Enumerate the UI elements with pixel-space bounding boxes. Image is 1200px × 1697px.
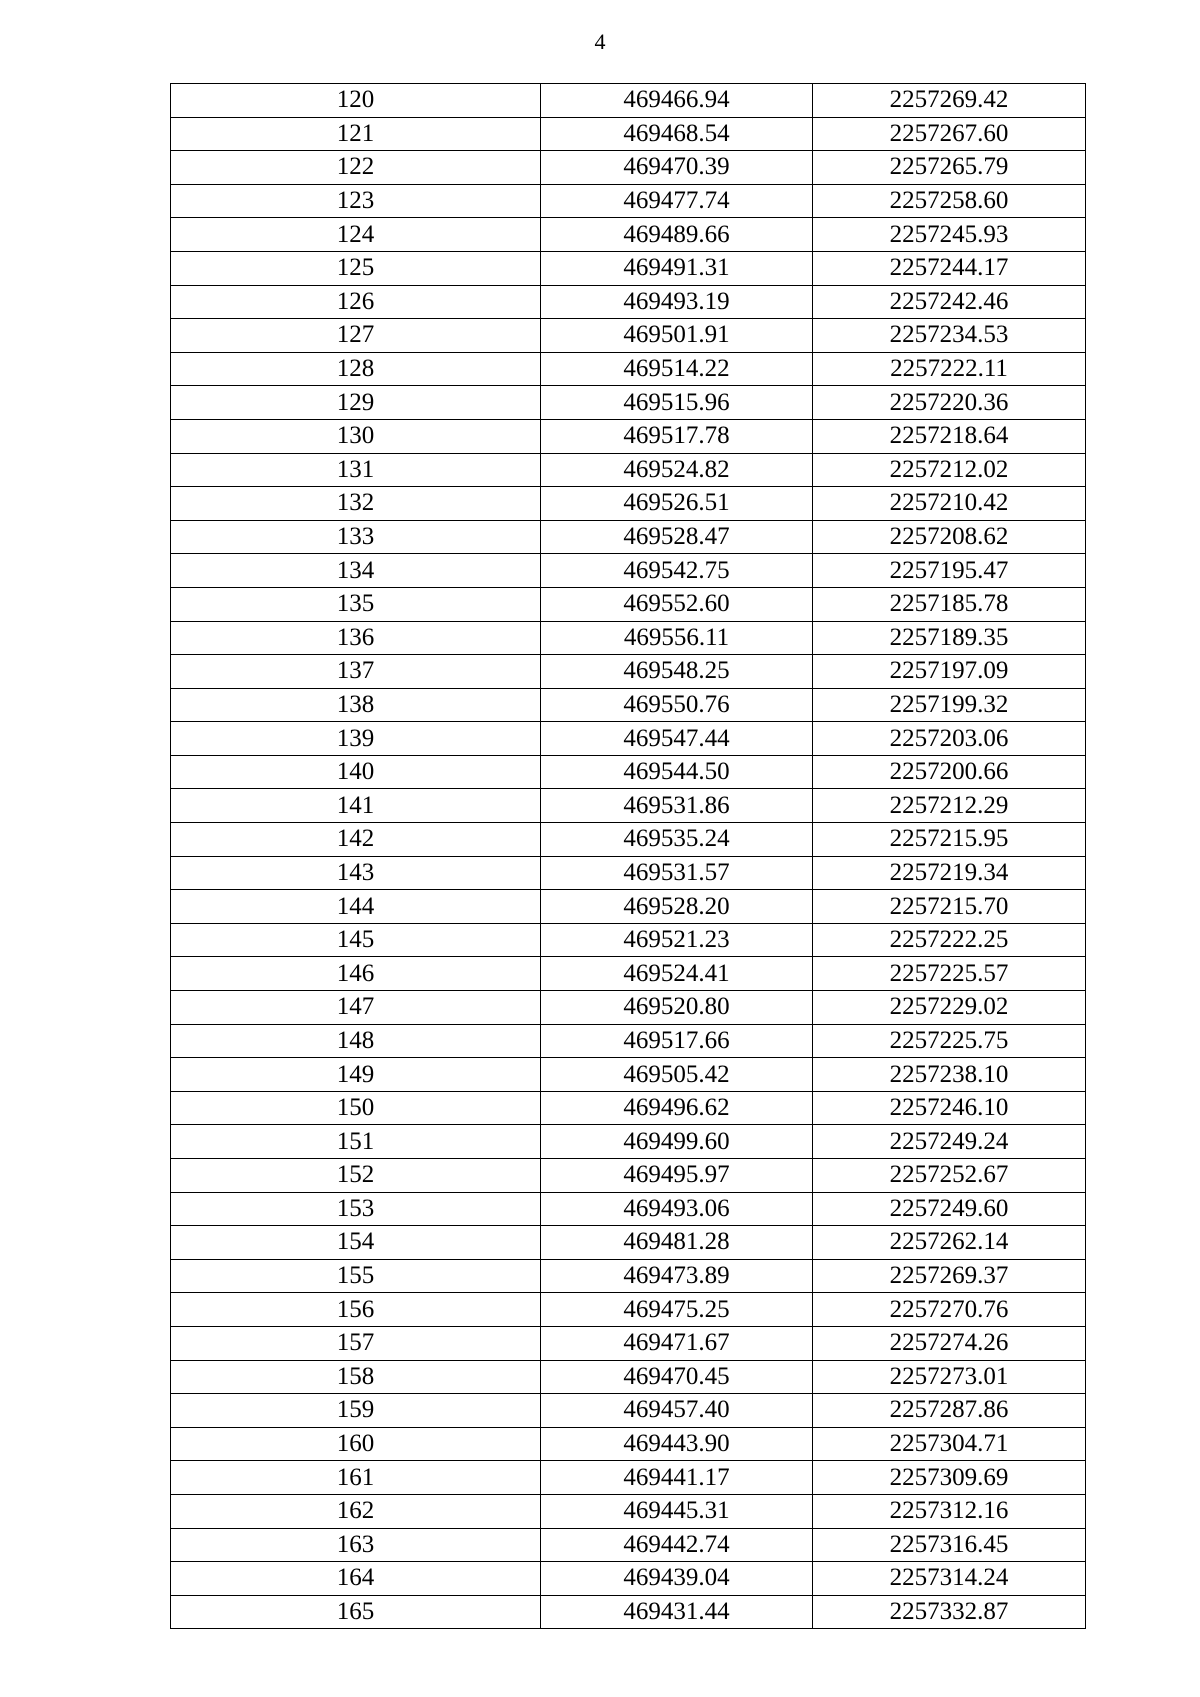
point-number-cell: 155: [171, 1259, 541, 1293]
y-coordinate-cell: 2257270.76: [813, 1293, 1086, 1327]
x-coordinate-cell: 469431.44: [541, 1595, 813, 1629]
x-coordinate-cell: 469457.40: [541, 1394, 813, 1428]
point-number-cell: 158: [171, 1360, 541, 1394]
point-number-cell: 164: [171, 1562, 541, 1596]
x-coordinate-cell: 469526.51: [541, 487, 813, 521]
point-number-cell: 126: [171, 285, 541, 319]
table-row: [171, 957, 1086, 991]
x-coordinate-cell: 469473.89: [541, 1259, 813, 1293]
y-coordinate-cell: 2257222.25: [813, 923, 1086, 957]
point-number-cell: 150: [171, 1091, 541, 1125]
x-coordinate-cell: 469524.82: [541, 453, 813, 487]
table-row: [171, 1326, 1086, 1360]
y-coordinate-cell: 2257222.11: [813, 352, 1086, 386]
table-row: [171, 84, 1086, 118]
point-number-cell: 139: [171, 722, 541, 756]
y-coordinate-cell: 2257269.42: [813, 84, 1086, 118]
point-number-cell: 162: [171, 1494, 541, 1528]
x-coordinate-cell: 469493.19: [541, 285, 813, 319]
point-number-cell: 123: [171, 184, 541, 218]
table-row: [171, 1293, 1086, 1327]
table-row: [171, 1259, 1086, 1293]
coordinates-table-body: [171, 84, 1086, 1629]
y-coordinate-cell: 2257312.16: [813, 1494, 1086, 1528]
point-number-cell: 143: [171, 856, 541, 890]
point-number-cell: 120: [171, 84, 541, 118]
table-row: [171, 1394, 1086, 1428]
y-coordinate-cell: 2257314.24: [813, 1562, 1086, 1596]
point-number-cell: 145: [171, 923, 541, 957]
table-row: [171, 890, 1086, 924]
table-row: [171, 218, 1086, 252]
point-number-cell: 134: [171, 554, 541, 588]
table-row: [171, 655, 1086, 689]
x-coordinate-cell: 469556.11: [541, 621, 813, 655]
point-number-cell: 137: [171, 655, 541, 689]
y-coordinate-cell: 2257189.35: [813, 621, 1086, 655]
point-number-cell: 129: [171, 386, 541, 420]
coordinates-table: [170, 83, 1086, 1629]
point-number-cell: 135: [171, 587, 541, 621]
table-row: [171, 789, 1086, 823]
x-coordinate-cell: 469493.06: [541, 1192, 813, 1226]
x-coordinate-cell: 469466.94: [541, 84, 813, 118]
x-coordinate-cell: 469489.66: [541, 218, 813, 252]
table-row: [171, 587, 1086, 621]
x-coordinate-cell: 469445.31: [541, 1494, 813, 1528]
point-number-cell: 165: [171, 1595, 541, 1629]
point-number-cell: 147: [171, 991, 541, 1025]
x-coordinate-cell: 469552.60: [541, 587, 813, 621]
point-number-cell: 156: [171, 1293, 541, 1327]
point-number-cell: 154: [171, 1226, 541, 1260]
point-number-cell: 152: [171, 1159, 541, 1193]
table-row: [171, 419, 1086, 453]
table-row: [171, 1091, 1086, 1125]
table-row: [171, 755, 1086, 789]
y-coordinate-cell: 2257265.79: [813, 151, 1086, 185]
y-coordinate-cell: 2257252.67: [813, 1159, 1086, 1193]
table-row: [171, 1461, 1086, 1495]
x-coordinate-cell: 469531.86: [541, 789, 813, 823]
table-row: [171, 1494, 1086, 1528]
y-coordinate-cell: 2257316.45: [813, 1528, 1086, 1562]
y-coordinate-cell: 2257238.10: [813, 1058, 1086, 1092]
point-number-cell: 128: [171, 352, 541, 386]
point-number-cell: 125: [171, 251, 541, 285]
point-number-cell: 163: [171, 1528, 541, 1562]
table-row: [171, 1427, 1086, 1461]
x-coordinate-cell: 469470.45: [541, 1360, 813, 1394]
y-coordinate-cell: 2257258.60: [813, 184, 1086, 218]
point-number-cell: 127: [171, 319, 541, 353]
table-row: [171, 1159, 1086, 1193]
y-coordinate-cell: 2257273.01: [813, 1360, 1086, 1394]
x-coordinate-cell: 469550.76: [541, 688, 813, 722]
x-coordinate-cell: 469468.54: [541, 117, 813, 151]
point-number-cell: 138: [171, 688, 541, 722]
point-number-cell: 148: [171, 1024, 541, 1058]
x-coordinate-cell: 469499.60: [541, 1125, 813, 1159]
point-number-cell: 131: [171, 453, 541, 487]
x-coordinate-cell: 469515.96: [541, 386, 813, 420]
table-row: [171, 1226, 1086, 1260]
table-row: [171, 117, 1086, 151]
x-coordinate-cell: 469475.25: [541, 1293, 813, 1327]
y-coordinate-cell: 2257219.34: [813, 856, 1086, 890]
y-coordinate-cell: 2257287.86: [813, 1394, 1086, 1428]
x-coordinate-cell: 469528.20: [541, 890, 813, 924]
x-coordinate-cell: 469501.91: [541, 319, 813, 353]
y-coordinate-cell: 2257185.78: [813, 587, 1086, 621]
point-number-cell: 157: [171, 1326, 541, 1360]
y-coordinate-cell: 2257249.60: [813, 1192, 1086, 1226]
y-coordinate-cell: 2257195.47: [813, 554, 1086, 588]
table-row: [171, 722, 1086, 756]
table-row: [171, 352, 1086, 386]
y-coordinate-cell: 2257229.02: [813, 991, 1086, 1025]
y-coordinate-cell: 2257309.69: [813, 1461, 1086, 1495]
y-coordinate-cell: 2257197.09: [813, 655, 1086, 689]
table-row: [171, 520, 1086, 554]
table-row: [171, 923, 1086, 957]
y-coordinate-cell: 2257200.66: [813, 755, 1086, 789]
table-row: [171, 991, 1086, 1025]
y-coordinate-cell: 2257215.70: [813, 890, 1086, 924]
x-coordinate-cell: 469514.22: [541, 352, 813, 386]
x-coordinate-cell: 469517.66: [541, 1024, 813, 1058]
point-number-cell: 122: [171, 151, 541, 185]
y-coordinate-cell: 2257225.75: [813, 1024, 1086, 1058]
x-coordinate-cell: 469535.24: [541, 823, 813, 857]
table-row: [171, 151, 1086, 185]
x-coordinate-cell: 469439.04: [541, 1562, 813, 1596]
y-coordinate-cell: 2257220.36: [813, 386, 1086, 420]
y-coordinate-cell: 2257274.26: [813, 1326, 1086, 1360]
y-coordinate-cell: 2257212.02: [813, 453, 1086, 487]
y-coordinate-cell: 2257245.93: [813, 218, 1086, 252]
table-row: [171, 823, 1086, 857]
x-coordinate-cell: 469521.23: [541, 923, 813, 957]
table-row: [171, 688, 1086, 722]
x-coordinate-cell: 469496.62: [541, 1091, 813, 1125]
table-row: [171, 1595, 1086, 1629]
x-coordinate-cell: 469495.97: [541, 1159, 813, 1193]
point-number-cell: 142: [171, 823, 541, 857]
point-number-cell: 160: [171, 1427, 541, 1461]
y-coordinate-cell: 2257244.17: [813, 251, 1086, 285]
table-row: [171, 1360, 1086, 1394]
y-coordinate-cell: 2257269.37: [813, 1259, 1086, 1293]
x-coordinate-cell: 469517.78: [541, 419, 813, 453]
table-row: [171, 319, 1086, 353]
x-coordinate-cell: 469542.75: [541, 554, 813, 588]
x-coordinate-cell: 469477.74: [541, 184, 813, 218]
table-row: [171, 1528, 1086, 1562]
point-number-cell: 161: [171, 1461, 541, 1495]
y-coordinate-cell: 2257212.29: [813, 789, 1086, 823]
table-row: [171, 554, 1086, 588]
y-coordinate-cell: 2257332.87: [813, 1595, 1086, 1629]
x-coordinate-cell: 469547.44: [541, 722, 813, 756]
y-coordinate-cell: 2257246.10: [813, 1091, 1086, 1125]
x-coordinate-cell: 469544.50: [541, 755, 813, 789]
point-number-cell: 132: [171, 487, 541, 521]
x-coordinate-cell: 469443.90: [541, 1427, 813, 1461]
table-row: [171, 856, 1086, 890]
table-row: [171, 1125, 1086, 1159]
table-row: [171, 621, 1086, 655]
x-coordinate-cell: 469441.17: [541, 1461, 813, 1495]
point-number-cell: 136: [171, 621, 541, 655]
y-coordinate-cell: 2257249.24: [813, 1125, 1086, 1159]
x-coordinate-cell: 469528.47: [541, 520, 813, 554]
table-row: [171, 251, 1086, 285]
y-coordinate-cell: 2257210.42: [813, 487, 1086, 521]
x-coordinate-cell: 469481.28: [541, 1226, 813, 1260]
x-coordinate-cell: 469531.57: [541, 856, 813, 890]
y-coordinate-cell: 2257215.95: [813, 823, 1086, 857]
point-number-cell: 133: [171, 520, 541, 554]
table-row: [171, 386, 1086, 420]
table-row: [171, 184, 1086, 218]
point-number-cell: 130: [171, 419, 541, 453]
point-number-cell: 140: [171, 755, 541, 789]
y-coordinate-cell: 2257267.60: [813, 117, 1086, 151]
x-coordinate-cell: 469470.39: [541, 151, 813, 185]
table-row: [171, 487, 1086, 521]
x-coordinate-cell: 469505.42: [541, 1058, 813, 1092]
x-coordinate-cell: 469471.67: [541, 1326, 813, 1360]
y-coordinate-cell: 2257218.64: [813, 419, 1086, 453]
y-coordinate-cell: 2257199.32: [813, 688, 1086, 722]
table-row: [171, 1192, 1086, 1226]
table-row: [171, 285, 1086, 319]
point-number-cell: 121: [171, 117, 541, 151]
x-coordinate-cell: 469442.74: [541, 1528, 813, 1562]
y-coordinate-cell: 2257225.57: [813, 957, 1086, 991]
point-number-cell: 151: [171, 1125, 541, 1159]
point-number-cell: 153: [171, 1192, 541, 1226]
y-coordinate-cell: 2257203.06: [813, 722, 1086, 756]
y-coordinate-cell: 2257304.71: [813, 1427, 1086, 1461]
point-number-cell: 124: [171, 218, 541, 252]
x-coordinate-cell: 469520.80: [541, 991, 813, 1025]
x-coordinate-cell: 469491.31: [541, 251, 813, 285]
x-coordinate-cell: 469548.25: [541, 655, 813, 689]
table-row: [171, 453, 1086, 487]
point-number-cell: 159: [171, 1394, 541, 1428]
point-number-cell: 149: [171, 1058, 541, 1092]
table-row: [171, 1562, 1086, 1596]
point-number-cell: 144: [171, 890, 541, 924]
x-coordinate-cell: 469524.41: [541, 957, 813, 991]
y-coordinate-cell: 2257262.14: [813, 1226, 1086, 1260]
y-coordinate-cell: 2257208.62: [813, 520, 1086, 554]
page-number: 4: [594, 29, 606, 54]
point-number-cell: 141: [171, 789, 541, 823]
table-row: [171, 1058, 1086, 1092]
point-number-cell: 146: [171, 957, 541, 991]
y-coordinate-cell: 2257242.46: [813, 285, 1086, 319]
table-row: [171, 1024, 1086, 1058]
y-coordinate-cell: 2257234.53: [813, 319, 1086, 353]
